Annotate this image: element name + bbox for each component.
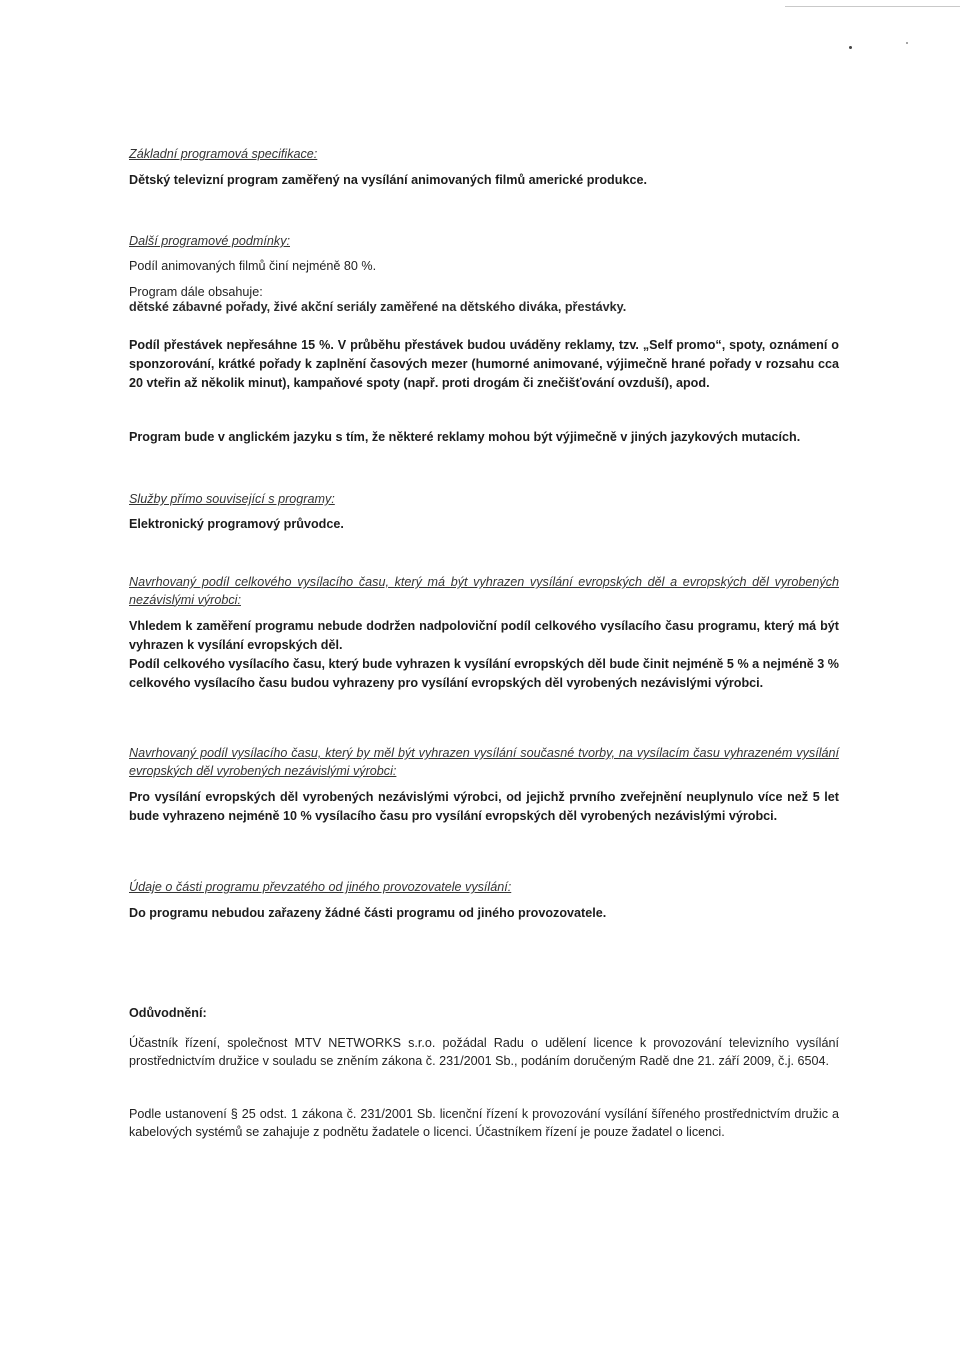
other-operator-heading: Údaje o části programu převzatého od jiného provozovatele vysílání:	[129, 880, 512, 894]
basic-spec-body: Dětský televizní program zaměřený na vysílání animovaných filmů americké produkce.	[129, 173, 647, 187]
breaks-paragraph: Podíl přestávek nepřesáhne 15 %. V průběhu přestávek budou uváděny reklamy, tzv. „Self promo“, spoty, oznámení o sponzorování, krátké pořady k zaplnění časových mezer (humorné animované, výjimečně hrané pořady v rozsahu cca 20 vteřin až několik minut), kampaňové spoty (např. proti drogám či znečišťování ovzduší), apod.	[129, 338, 839, 390]
european-share-heading: Navrhovaný podíl celkového vysílacího času, který má být vyhrazen vysílání evropských děl a evropských děl vyrobených nezávislými výrobci:	[129, 575, 839, 607]
justification-heading: Odůvodnění:	[129, 1006, 207, 1020]
contemporary-share-heading: Navrhovaný podíl vysílacího času, který by měl být vyhrazen vysílání současné tvorby, na vysílacím času vyhrazeném vysílání evropských děl vyrobených nezávislými výrobci:	[129, 746, 839, 778]
contemporary-share-body: Pro vysílání evropských děl vyrobených nezávislými výrobci, od jejichž prvního zveřejnění neuplynulo více než 5 let bude vyhrazeno nejméně 10 % vysílacího času pro vysílání evropských děl vyrobených nezávislými výrobci.	[129, 790, 839, 823]
european-share-para1: Vhledem k zaměření programu nebude dodržen nadpoloviční podíl celkového vysílacího času programu, který má být vyhrazen k vysílání evropských děl.	[129, 619, 839, 652]
language-paragraph: Program bude v anglickém jazyku s tím, že některé reklamy mohou být výjimečně v jiných jazykových mutacích.	[129, 430, 801, 444]
other-conditions-heading: Další programové podmínky:	[129, 234, 290, 248]
other-operator-body: Do programu nebudou zařazeny žádné části programu od jiného provozovatele.	[129, 906, 607, 920]
justification-para1: Účastník řízení, společnost MTV NETWORKS s.r.o. požádal Radu o udělení licence k provozování televizního vysílání prostřednictvím družice v souladu se zněním zákona č. 231/2001 Sb., podáním doručeným Radě dne 21. září 2009, č.j. 6504.	[129, 1036, 839, 1068]
related-services-heading: Služby přímo související s programy:	[129, 492, 335, 506]
scan-speck	[906, 42, 908, 44]
scan-artifact-line	[785, 6, 960, 7]
european-share-para2: Podíl celkového vysílacího času, který bude vyhrazen k vysílání evropských děl bude činit nejméně 5 % a nejméně 3 % celkového vysílacího času budou vyhrazeny pro vysílání evropských děl vyrobených nezávislými výrobci.	[129, 657, 839, 690]
basic-spec-heading: Základní programová specifikace:	[129, 147, 318, 161]
other-conditions-line1: Podíl animovaných filmů činí nejméně 80 %.	[129, 259, 377, 273]
justification-para2: Podle ustanovení § 25 odst. 1 zákona č. 231/2001 Sb. licenční řízení k provozování vysílání šířeného prostřednictvím družic a kabelových systémů se zahajuje z podnětu žadatele o licenci. Účastníkem řízení je pouze žadatel o licenci.	[129, 1107, 839, 1139]
other-conditions-line2: Program dále obsahuje:	[129, 285, 263, 299]
other-conditions-line3: dětské zábavné pořady, živé akční seriály zaměřené na dětského diváka, přestávky.	[129, 300, 627, 314]
related-services-body: Elektronický programový průvodce.	[129, 517, 344, 531]
scan-speck	[849, 46, 852, 49]
